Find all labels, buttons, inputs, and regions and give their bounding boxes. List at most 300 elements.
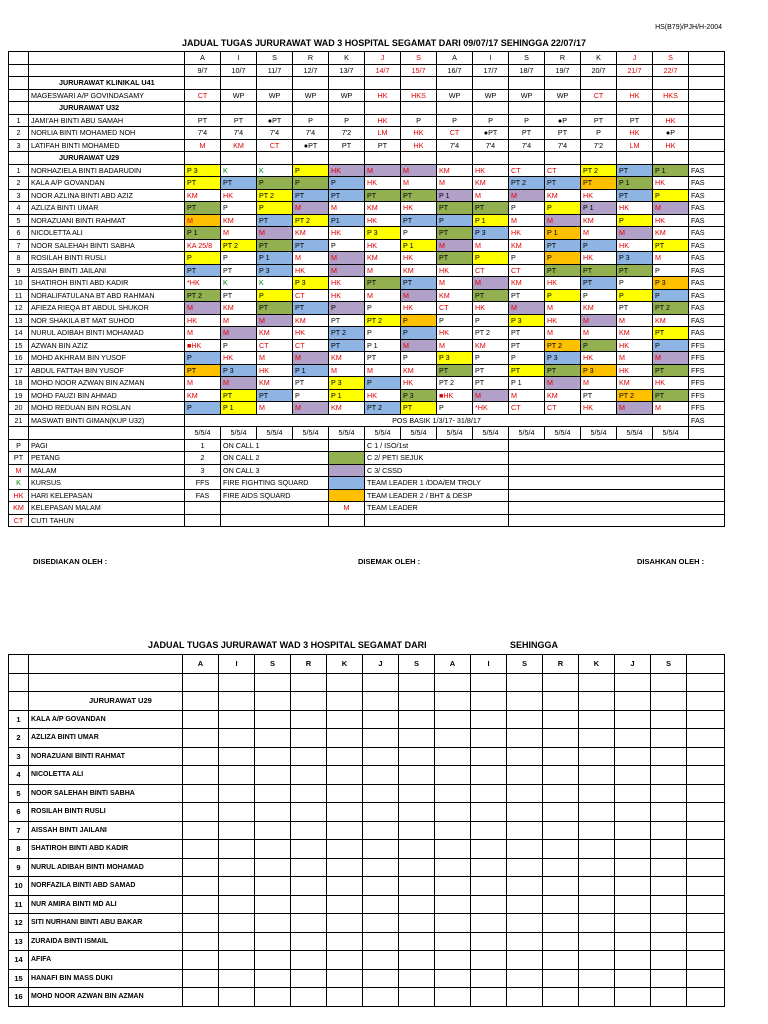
legend-note [509,477,725,490]
shift-cell [507,729,543,748]
shift-cell [471,784,507,803]
staff-name: NOR SHAKILA BT MAT SUHOD [29,314,185,327]
shift-cell [615,895,651,914]
shift-cell: ●P [653,127,689,140]
shift-cell [579,766,615,785]
shift-cell: PT 2 [365,402,401,415]
day-header: J [365,52,401,65]
shift-cell: M [329,364,365,377]
squad-cell: FAS [689,277,725,290]
shift-cell: K [257,164,293,177]
shift-cell: M [185,302,221,315]
shift-cell: ●PT [473,127,509,140]
legend-number: FAS [185,489,221,502]
shift-cell: P [545,252,581,265]
shift-cell: LM [365,127,401,140]
shift-cell: HK [617,364,653,377]
row-number: 9 [9,858,29,877]
staff-name: KALA A/P GOVANDAN [29,177,185,190]
shift-cell [183,784,219,803]
shift-cell: P 1 [545,227,581,240]
row-number: 11 [9,289,29,302]
staff-total: 5/5/4 [581,427,617,440]
squad-cell [689,127,725,140]
shift-cell [507,784,543,803]
shift-cell: P 1 [437,189,473,202]
shift-cell [291,747,327,766]
shift-cell [219,710,255,729]
legend-swatch [329,489,365,502]
shift-cell: M [545,302,581,315]
shift-cell: PT [437,252,473,265]
shift-cell: PT [617,302,653,315]
shift-cell [543,729,579,748]
staff-total: 5/5/4 [473,427,509,440]
blank-cell [687,692,725,711]
shift-cell [219,877,255,896]
day-header: S [651,655,687,674]
legend-note [509,439,725,452]
shift-cell: P 3 [329,377,365,390]
shift-cell: P [185,402,221,415]
shift-cell: CT [437,127,473,140]
row-number: 3 [9,139,29,152]
staff-row [9,227,725,240]
shift-cell: PT [509,327,545,340]
row-number: 6 [9,803,29,822]
squad-cell: FAS [689,214,725,227]
shift-cell: PT [293,189,329,202]
shift-cell [291,877,327,896]
blank-roster-table [8,654,725,1007]
blank-cell [545,102,581,115]
shift-cell [435,803,471,822]
shift-cell: P 1 [617,177,653,190]
shift-cell [399,803,435,822]
shift-cell: WP [257,89,293,102]
shift-cell [291,914,327,933]
shift-cell [255,747,291,766]
day-header: S [257,52,293,65]
shift-cell: 7'4 [437,139,473,152]
staff-row [9,202,725,215]
shift-cell: ●P [545,114,581,127]
shift-cell: CT [509,164,545,177]
shift-cell [687,951,725,970]
shift-cell [687,858,725,877]
shift-cell: M [185,377,221,390]
legend-number: FFS [185,477,221,490]
shift-cell: M [293,252,329,265]
shift-cell [471,747,507,766]
shift-cell: P 3 [473,227,509,240]
staff-name: LATIFAH BINTI MOHAMED [29,139,185,152]
shift-cell: M [401,177,437,190]
legend-item [221,502,329,515]
shift-cell [615,766,651,785]
shift-cell [543,895,579,914]
blank-cell [29,673,183,692]
shift-cell: CT [257,339,293,352]
shift-cell [327,784,363,803]
shift-cell: HK [401,202,437,215]
shift-cell: KM [401,264,437,277]
shift-cell: PT 2 [617,389,653,402]
shift-cell: KM [653,314,689,327]
blank-cell [293,152,329,165]
blank-cell [435,673,471,692]
shift-cell: P [437,214,473,227]
shift-cell: P [581,339,617,352]
date-header: 15/7 [401,64,437,77]
shift-cell: P [185,252,221,265]
blank-cell [651,692,687,711]
shift-cell: HK [365,239,401,252]
shift-cell [291,710,327,729]
shift-cell: M [365,364,401,377]
shift-cell [687,766,725,785]
shift-cell [183,821,219,840]
shift-cell: P [437,402,473,415]
shift-cell: KM [437,164,473,177]
shift-cell [327,914,363,933]
blank-cell [473,102,509,115]
shift-cell: P [329,302,365,315]
shift-cell [291,840,327,859]
day-header: I [219,655,255,674]
shift-cell: M [293,352,329,365]
shift-cell [687,821,725,840]
shift-cell: M [257,227,293,240]
shift-cell [399,784,435,803]
shift-cell: PT [401,277,437,290]
legend-item: FIRE AIDS SQUARD [221,489,329,502]
shift-cell: P [401,327,437,340]
shift-cell: HK [617,89,653,102]
blank-cell [257,77,293,90]
legend-note [509,452,725,465]
shift-cell: M [473,389,509,402]
shift-cell [363,969,399,988]
blank-cell [329,77,365,90]
shift-cell [363,821,399,840]
legend-item [221,514,329,527]
shift-cell [255,969,291,988]
blank-cell [293,102,329,115]
shift-cell [543,988,579,1007]
date-header: 20/7 [581,64,617,77]
row-number: 5 [9,784,29,803]
staff-row [9,339,725,352]
shift-cell [219,932,255,951]
blank-cell [687,673,725,692]
staff-row [9,402,725,415]
legend-swatch [329,439,365,452]
shift-cell: PT [185,264,221,277]
shift-cell [543,710,579,729]
date-header: 16/7 [437,64,473,77]
shift-cell: PT [257,389,293,402]
squad-cell: FAS [689,414,725,427]
shift-cell: CT [473,264,509,277]
shift-cell [399,969,435,988]
shift-cell: HK [473,302,509,315]
staff-row [9,264,725,277]
row-number: 5 [9,214,29,227]
shift-cell [183,951,219,970]
form-code: HS(B79)/PJH/H-2004 [655,24,722,31]
staff-total: 5/5/4 [401,427,437,440]
blank-cell [29,655,183,674]
shift-cell: P [617,277,653,290]
shift-cell: P 3 [437,352,473,365]
shift-cell: WP [437,89,473,102]
blank-cell [437,152,473,165]
day-header: I [471,655,507,674]
shift-cell [327,729,363,748]
shift-cell [363,858,399,877]
shift-cell: P 1 [365,339,401,352]
blank-cell [473,152,509,165]
shift-cell [543,858,579,877]
day-header: S [507,655,543,674]
shift-cell: KM [329,402,365,415]
shift-cell: HK [329,164,365,177]
shift-cell [435,895,471,914]
shift-cell: PT [329,189,365,202]
shift-cell: ■HK [437,389,473,402]
shift-cell [435,858,471,877]
blank-cell [363,692,399,711]
staff-name: NORAZUANI BINTI RAHMAT [29,747,183,766]
shift-cell [507,858,543,877]
shift-cell [399,895,435,914]
shift-cell [399,821,435,840]
squad-cell [689,114,725,127]
shift-cell: PT [617,114,653,127]
shift-cell: P [329,177,365,190]
blank-cell [581,102,617,115]
shift-cell: PT [329,314,365,327]
shift-cell: PT 2 [365,314,401,327]
shift-cell: P 1 [221,402,257,415]
shift-cell: P [473,114,509,127]
shift-cell: PT [473,364,509,377]
legend-code: P [9,439,29,452]
shift-cell: M [365,289,401,302]
shift-cell: PT [185,202,221,215]
shift-cell [327,877,363,896]
row-number: 18 [9,377,29,390]
day-header: S [653,52,689,65]
shift-cell: HK [617,127,653,140]
shift-cell: 7'4 [545,139,581,152]
shift-cell: CT [581,89,617,102]
shift-cell [651,729,687,748]
legend-number [185,514,221,527]
staff-row [9,177,725,190]
shift-cell [651,895,687,914]
shift-cell [363,877,399,896]
shift-cell: HK [401,302,437,315]
row-number: 21 [9,414,29,427]
legend-number: 3 [185,464,221,477]
shift-cell: P [509,202,545,215]
shift-cell: P 3 [401,389,437,402]
legend-item: FIRE FIGHTING SQUARD [221,477,329,490]
shift-cell [507,969,543,988]
shift-cell [291,803,327,822]
shift-cell [579,840,615,859]
shift-cell [219,821,255,840]
shift-cell [399,710,435,729]
shift-cell [363,895,399,914]
shift-cell: CT [509,264,545,277]
day-header: R [291,655,327,674]
blank-staff-row [9,951,725,970]
shift-cell [291,932,327,951]
day-header: R [543,655,579,674]
prepared-by-label: DISEDIAKAN OLEH : [33,557,108,566]
date-header: 13/7 [329,64,365,77]
shift-cell: P [581,127,617,140]
shift-cell [651,710,687,729]
shift-cell [471,951,507,970]
shift-cell [471,969,507,988]
blank-cell [9,52,29,65]
shift-cell [471,729,507,748]
day-header: A [435,655,471,674]
shift-cell: M [365,164,401,177]
blank-staff-row [9,729,725,748]
shift-cell [579,858,615,877]
shift-cell: P 1 [509,377,545,390]
shift-cell: M [437,239,473,252]
staff-name: MOHD FAUZI BIN AHMAD [29,389,185,402]
shift-cell [183,766,219,785]
blank-staff-row [9,877,725,896]
shift-cell: M [329,202,365,215]
shift-cell: P [257,177,293,190]
row-number: 15 [9,339,29,352]
squad-cell: FFS [689,389,725,402]
shift-cell: KM [509,239,545,252]
shift-cell: PT [581,114,617,127]
shift-cell: M [581,327,617,340]
legend-swatch: M [329,502,365,515]
squad-cell: FAS [689,227,725,240]
shift-cell: P 1 [257,252,293,265]
shift-cell [435,747,471,766]
shift-cell [183,710,219,729]
shift-cell [651,988,687,1007]
shift-cell [615,821,651,840]
blank-cell [183,692,219,711]
shift-cell: HK [329,277,365,290]
legend-note [509,502,725,515]
day-header: K [581,52,617,65]
shift-cell: 7'4 [257,127,293,140]
squad-cell: FFS [689,352,725,365]
squad-cell: FAS [689,264,725,277]
shift-cell [579,747,615,766]
blank-cell [435,692,471,711]
blank-cell [399,673,435,692]
shift-cell: HK [617,239,653,252]
shift-cell [327,803,363,822]
squad-cell: FAS [689,177,725,190]
shift-cell: WP [473,89,509,102]
shift-cell: KM [653,227,689,240]
legend-swatch-text: TEAM LEADER [365,502,509,515]
shift-cell: P [401,114,437,127]
shift-cell: HK [617,339,653,352]
shift-cell: P 3 [185,164,221,177]
shift-cell: M [293,202,329,215]
shift-cell [219,858,255,877]
staff-row [9,389,725,402]
blank-cell [507,692,543,711]
shift-cell: M [581,377,617,390]
shift-cell [543,877,579,896]
blank-cell [257,102,293,115]
shift-cell: P [473,352,509,365]
shift-cell: P 1 [293,364,329,377]
shift-cell: PT [221,389,257,402]
shift-cell: KM [617,377,653,390]
staff-name: AISSAH BINTI JAILANI [29,821,183,840]
row-number: 2 [9,177,29,190]
day-header: I [473,52,509,65]
row-number: 20 [9,402,29,415]
shift-cell: WP [221,89,257,102]
shift-cell: PT [401,214,437,227]
shift-cell: PT 2 [257,189,293,202]
shift-cell [687,914,725,933]
shift-cell: M [221,227,257,240]
shift-cell: PT [581,264,617,277]
day-header: K [327,655,363,674]
shift-cell: PT [473,289,509,302]
shift-cell: ●PT [257,114,293,127]
shift-cell: CT [257,139,293,152]
shift-cell: M [581,314,617,327]
shift-cell: P [293,177,329,190]
blank-staff-row [9,803,725,822]
shift-cell [507,710,543,729]
shift-cell [543,840,579,859]
shift-cell [471,710,507,729]
shift-cell [651,969,687,988]
date-header: 17/7 [473,64,509,77]
shift-cell: KM [365,202,401,215]
date-header: 11/7 [257,64,293,77]
blank-cell [471,673,507,692]
blank-cell [653,152,689,165]
shift-cell [687,988,725,1007]
squad-cell [689,89,725,102]
shift-cell [579,784,615,803]
blank-cell [9,427,29,440]
shift-cell: P [365,327,401,340]
staff-name: ROSILAH BINTI RUSLI [29,803,183,822]
shift-cell: HK [653,377,689,390]
shift-cell: CT [509,402,545,415]
shift-cell [327,710,363,729]
shift-cell: PT [617,264,653,277]
shift-cell: PT [221,114,257,127]
shift-cell [435,914,471,933]
